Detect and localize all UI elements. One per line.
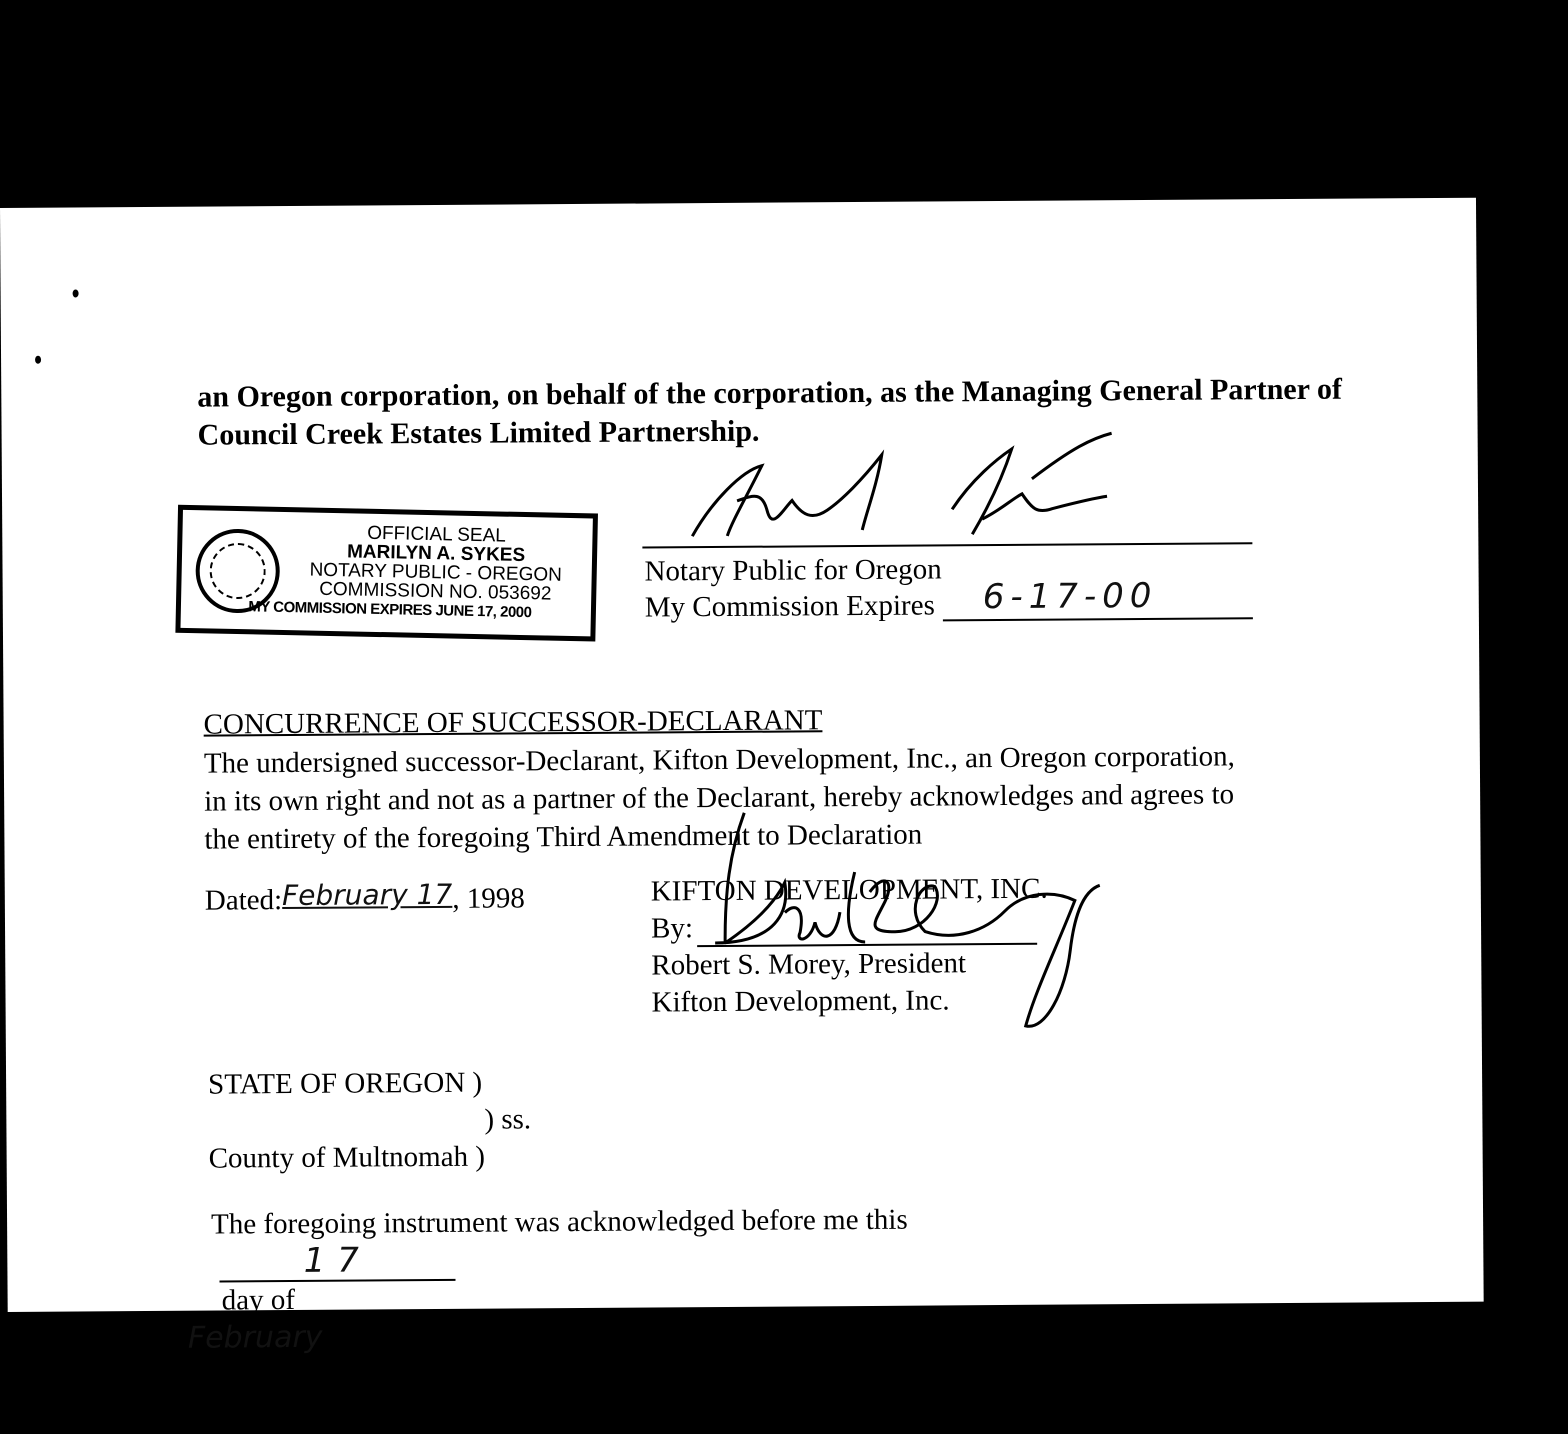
document-page [0, 198, 1484, 1430]
venue-state: STATE OF OREGON ) [208, 1066, 483, 1101]
commission-expires-value: 6-17-00 [982, 575, 1158, 618]
intro-line: an Oregon corporation, on behalf of the corporation, as the Managing General Partner of [197, 372, 1343, 414]
expires-line [943, 617, 1253, 621]
paragraph-line: in its own right and not as a partner of the Declarant, hereby acknowledges and agrees to [204, 778, 1235, 818]
paragraph-line: the entirety of the foregoing Third Amendment to Declaration [204, 818, 923, 856]
ack-line3: an Oregon corporation, on behalf of the corporation in its own right. [212, 1392, 1005, 1430]
by-label: By: [650, 912, 694, 945]
seal-line: OFFICIAL SEAL [366, 522, 507, 547]
ack-month-value: February [187, 1319, 323, 1356]
acknowledgment-paragraph [187, 1201, 1021, 1433]
ack-day-suffix: day of [221, 1283, 296, 1317]
ack-line2-text: , 1998, by Robert S. Morey as President of Kifton Development, Inc., [212, 1354, 1021, 1393]
dated-handwritten: February 17 [282, 877, 453, 913]
seal-line: COMMISSION NO. 053692 [318, 578, 552, 605]
ack-prefix: The foregoing instrument was acknowledged before me this [210, 1203, 908, 1241]
venue-county: County of Multnomah ) [208, 1140, 486, 1175]
venue-ss: ) ss. [484, 1103, 532, 1136]
ack-day-value: 17 [303, 1240, 372, 1281]
dated-line [205, 879, 525, 919]
venue-block [208, 1064, 532, 1177]
seal-line: MARILYN A. SYKES [346, 541, 526, 567]
dated-year: , 1998 [452, 882, 525, 915]
scan-border-right [1472, 190, 1568, 1312]
dated-label: Dated: [204, 884, 283, 917]
company-name: Kifton Development, Inc. [651, 984, 950, 1019]
scan-border-top [0, 0, 1568, 215]
president-signature [694, 790, 1116, 1033]
commission-expires-label: My Commission Expires [644, 589, 935, 624]
seal-line: MY COMMISSION EXPIRES JUNE 17, 2000 [248, 598, 532, 622]
ack-line1 [211, 1201, 1020, 1320]
notary-title: Notary Public for Oregon [644, 553, 942, 588]
punch-mark [73, 289, 79, 297]
ack-line2 [187, 1314, 1021, 1396]
punch-mark [35, 356, 41, 364]
corporation-name: KIFTON DEVELOPMENT, INC. [650, 872, 1048, 908]
signer-name: Robert S. Morey, President [651, 947, 967, 982]
section-heading: CONCURRENCE OF SUCCESSOR-DECLARANT [203, 704, 823, 741]
intro-line: Council Creek Estates Limited Partnership. [197, 414, 760, 452]
notary-seal-stamp [175, 505, 598, 642]
seal-line: NOTARY PUBLIC - OREGON [309, 559, 563, 586]
paragraph-line: The undersigned successor-Declarant, Kifton Development, Inc., an Oregon corporation, [203, 740, 1235, 780]
notary-signature [652, 438, 1133, 551]
